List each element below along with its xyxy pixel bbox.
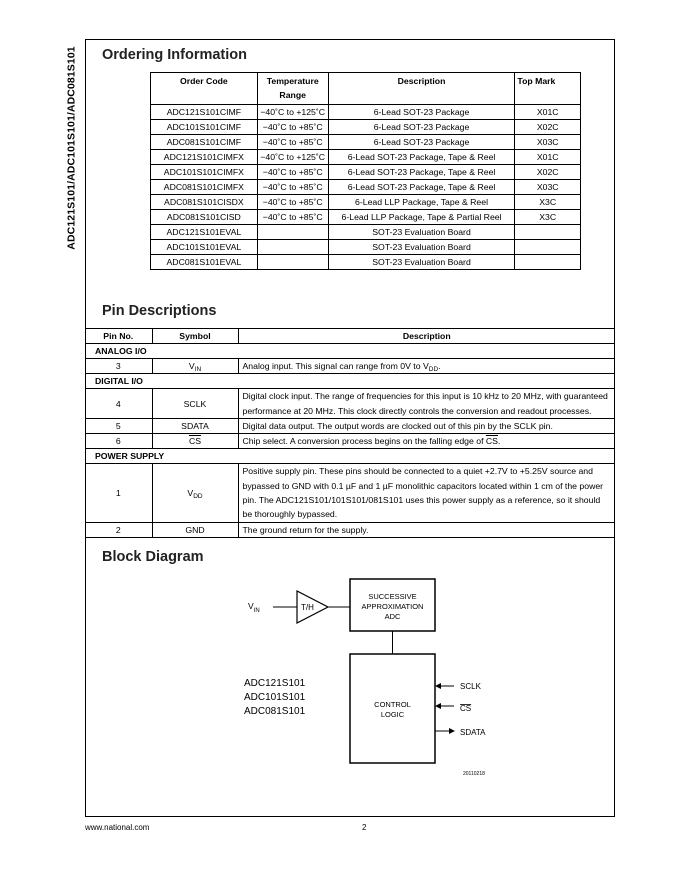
- table-row: [151, 105, 581, 120]
- table-row: [85, 464, 615, 522]
- sdata-label: SDATA: [460, 728, 486, 737]
- top-mark: X01C: [515, 105, 581, 120]
- table-row: [151, 195, 581, 210]
- temp-range: [257, 240, 328, 255]
- group-row: [85, 374, 615, 389]
- temp-range: −40˚C to +85˚C: [257, 195, 328, 210]
- sar-label-1: SUCCESSIVE: [368, 592, 417, 601]
- description: SOT-23 Evaluation Board: [328, 225, 515, 240]
- description: 6-Lead SOT-23 Package, Tape & Reel: [328, 180, 515, 195]
- group-analog: ANALOG I/O: [85, 344, 615, 359]
- order-code: ADC081S101CIMF: [151, 135, 258, 150]
- pin-symbol: $\overline{CS}$: [152, 434, 238, 449]
- pin-number: 5: [85, 418, 152, 433]
- pin-number: 2: [85, 522, 152, 537]
- group-row: [85, 344, 615, 359]
- order-code: ADC101S101CIMFX: [151, 165, 258, 180]
- block-diagram-heading: Block Diagram: [102, 549, 204, 565]
- sclk-label: SCLK: [460, 682, 481, 691]
- top-mark: [515, 225, 581, 240]
- temp-range: −40˚C to +85˚C: [257, 210, 328, 225]
- col-description: Description: [328, 73, 515, 105]
- top-mark: [515, 240, 581, 255]
- description: 6-Lead SOT-23 Package, Tape & Reel: [328, 150, 515, 165]
- table-row: [151, 210, 581, 225]
- pin-description: Chip select. A conversion process begins on the falling edge of $\overline{CS}$.: [238, 434, 615, 449]
- pin-number: 3: [85, 359, 152, 374]
- table-row: [151, 255, 581, 270]
- temp-range: −40˚C to +125˚C: [257, 150, 328, 165]
- pin-description: Digital data output. The output words are clocked out of this pin by the SCLK pin.: [238, 418, 615, 433]
- top-mark: [515, 255, 581, 270]
- pin-symbol: SDATA: [152, 418, 238, 433]
- ordering-heading: Ordering Information: [102, 47, 247, 63]
- temp-range: −40˚C to +85˚C: [257, 135, 328, 150]
- pin-symbol: $V_{DD}$: [152, 464, 238, 522]
- temp-range: −40˚C to +85˚C: [257, 120, 328, 135]
- temp-range: [257, 225, 328, 240]
- order-code: ADC101S101CIMF: [151, 120, 258, 135]
- table-row: [85, 418, 615, 433]
- table-row: [151, 165, 581, 180]
- top-mark: X02C: [515, 120, 581, 135]
- table-row: [85, 434, 615, 449]
- pin-symbol: GND: [152, 522, 238, 537]
- pin-number: 6: [85, 434, 152, 449]
- pin-description: Digital clock input. The range of frequencies for this input is 10 kHz to 20 MHz, with guaranteed performance at 20 MHz. This clock directly controls the conversion and readout processes.: [238, 389, 615, 419]
- top-mark: X01C: [515, 150, 581, 165]
- control-label-1: CONTROL: [374, 700, 411, 709]
- order-code: ADC081S101EVAL: [151, 255, 258, 270]
- order-code: ADC121S101CIMF: [151, 105, 258, 120]
- part-number: ADC101S101: [244, 692, 306, 703]
- order-code: ADC121S101CIMFX: [151, 150, 258, 165]
- pin-description: The ground return for the supply.: [238, 522, 615, 537]
- description: 6-Lead SOT-23 Package, Tape & Reel: [328, 165, 515, 180]
- top-mark: X03C: [515, 180, 581, 195]
- top-mark: X3C: [515, 210, 581, 225]
- order-code: ADC081S101CISD: [151, 210, 258, 225]
- sar-label-3: ADC: [384, 612, 401, 621]
- description: SOT-23 Evaluation Board: [328, 240, 515, 255]
- group-digital: DIGITAL I/O: [85, 374, 615, 389]
- pin-symbol: $V_{IN}$: [152, 359, 238, 374]
- top-mark: X02C: [515, 165, 581, 180]
- vin-label: $V_{IN}$: [248, 601, 260, 614]
- ordering-table: [150, 72, 581, 270]
- order-code: ADC121S101EVAL: [151, 225, 258, 240]
- temp-range: −40˚C to +85˚C: [257, 165, 328, 180]
- table-row: [85, 389, 615, 419]
- temp-range: −40˚C to +85˚C: [257, 180, 328, 195]
- col-pin-no: Pin No.: [85, 329, 152, 344]
- table-row: [151, 240, 581, 255]
- pins-heading: Pin Descriptions: [102, 303, 217, 319]
- temp-range: −40˚C to +125˚C: [257, 105, 328, 120]
- sar-label-2: APPROXIMATION: [361, 602, 424, 611]
- th-label: T/H: [301, 603, 314, 612]
- top-mark: X3C: [515, 195, 581, 210]
- group-power: POWER SUPPLY: [85, 449, 615, 464]
- pin-description: Positive supply pin. These pins should be connected to a quiet +2.7V to +5.25V source and bypassed to GND with 0.1 µF and 1 µF monolithic capacitors located within 1 cm of the power pin. The ADC121S101/101S101/081S101 uses this power supply as a reference, so it should be thoroughly bypassed.: [238, 464, 615, 522]
- description: 6-Lead LLP Package, Tape & Reel: [328, 195, 515, 210]
- page-number: 2: [362, 823, 367, 832]
- description: 6-Lead SOT-23 Package: [328, 120, 515, 135]
- col-order-code: Order Code: [151, 73, 258, 105]
- description: 6-Lead SOT-23 Package: [328, 135, 515, 150]
- table-row: [151, 225, 581, 240]
- footer-url[interactable]: www.national.com: [85, 823, 150, 832]
- figure-id: 20110218: [463, 771, 485, 777]
- col-symbol: Symbol: [152, 329, 238, 344]
- control-label-2: LOGIC: [380, 710, 405, 719]
- pin-description: Analog input. This signal can range from 0V to $V_{DD}$.: [238, 359, 615, 374]
- part-number: ADC121S101: [244, 678, 306, 689]
- group-row: [85, 449, 615, 464]
- col-pin-description: Description: [238, 329, 615, 344]
- pin-header-row: [85, 329, 615, 344]
- order-code: ADC081S101CISDX: [151, 195, 258, 210]
- table-row: [151, 150, 581, 165]
- block-diagram: [235, 570, 505, 790]
- table-row: [85, 522, 615, 537]
- description: SOT-23 Evaluation Board: [328, 255, 515, 270]
- cs-label: CS: [460, 704, 472, 713]
- ordering-header-row: [151, 73, 581, 105]
- top-mark: X03C: [515, 135, 581, 150]
- table-row: [151, 180, 581, 195]
- pin-number: 4: [85, 389, 152, 419]
- table-row: [85, 359, 615, 374]
- temp-range: [257, 255, 328, 270]
- pin-table: [85, 328, 615, 538]
- table-row: [151, 120, 581, 135]
- col-temp-range: Temperature Range: [257, 73, 328, 105]
- description: 6-Lead LLP Package, Tape & Partial Reel: [328, 210, 515, 225]
- side-title: ADC121S101/ADC101S101/ADC081S101: [66, 45, 78, 250]
- col-top-mark: Top Mark: [515, 73, 581, 105]
- pin-number: 1: [85, 464, 152, 522]
- description: 6-Lead SOT-23 Package: [328, 105, 515, 120]
- pin-symbol: SCLK: [152, 389, 238, 419]
- order-code: ADC081S101CIMFX: [151, 180, 258, 195]
- order-code: ADC101S101EVAL: [151, 240, 258, 255]
- table-row: [151, 135, 581, 150]
- part-number: ADC081S101: [244, 706, 306, 717]
